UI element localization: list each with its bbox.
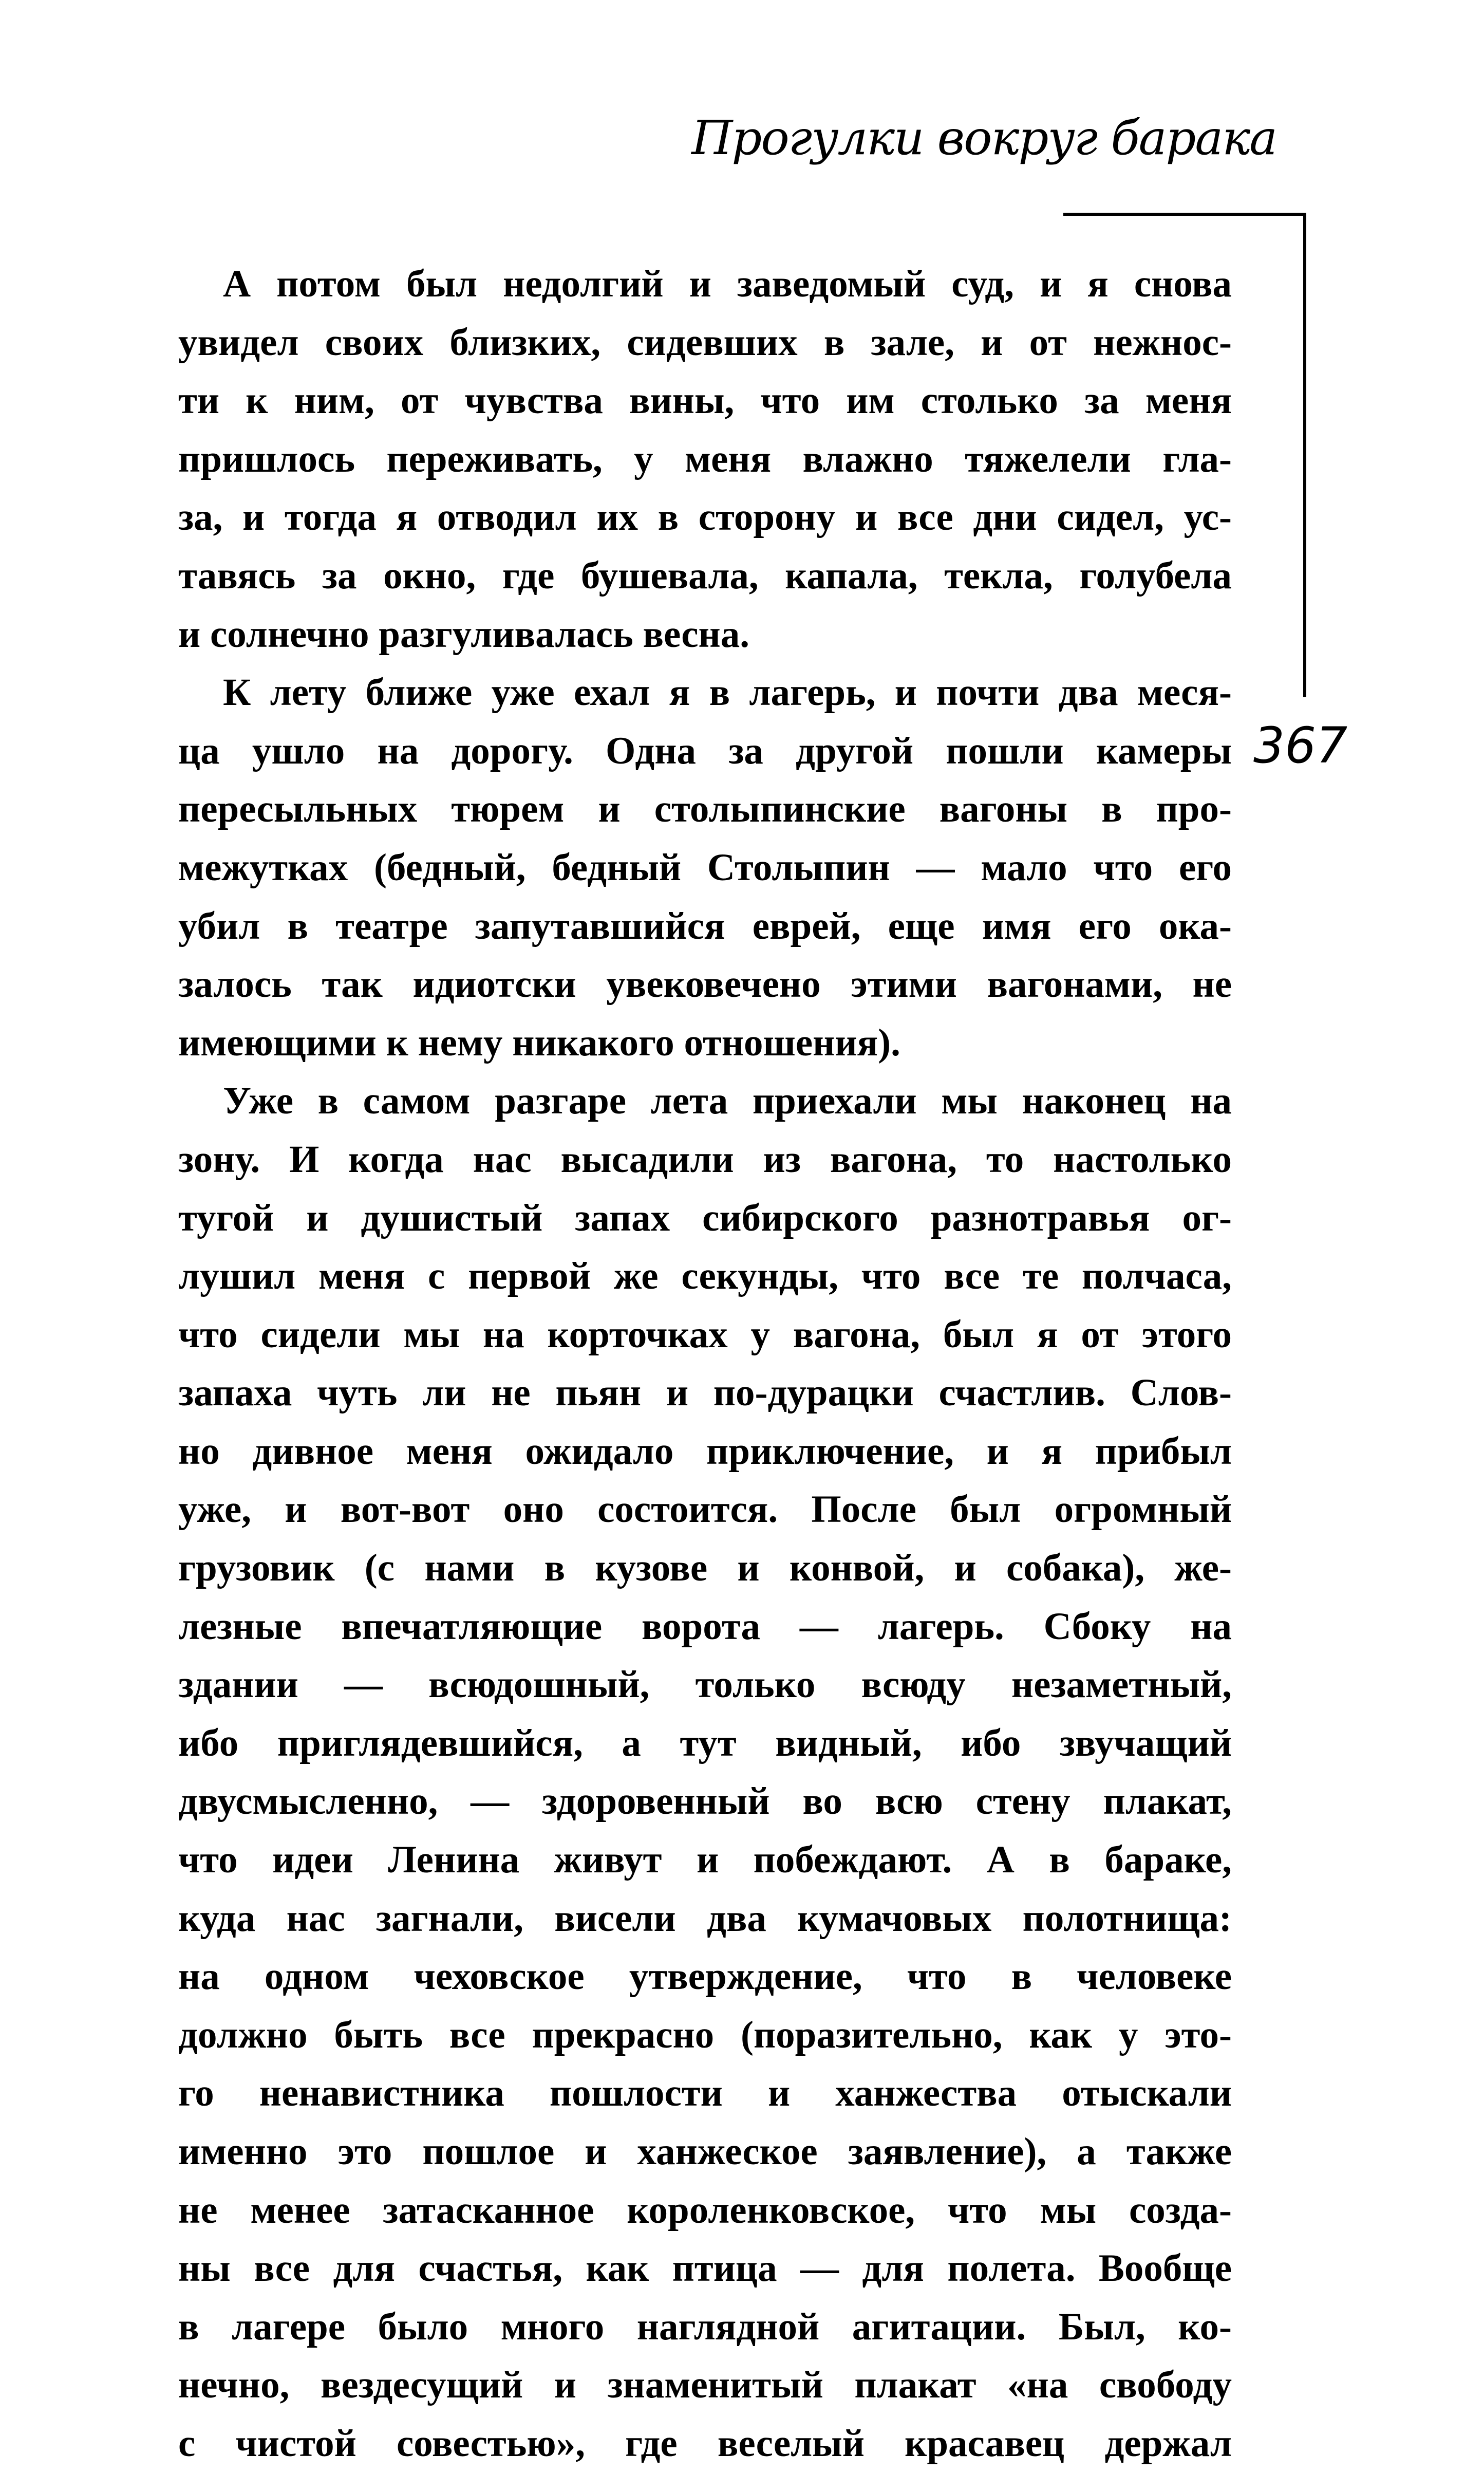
- text-line: за, и тогда я отводил их в сторону и все дни сидел, ус-: [178, 496, 1232, 539]
- text-line: ибо приглядевшийся, а тут видный, ибо звучащий: [178, 1721, 1232, 1764]
- text-line: межутках (бедный, бедный Столыпин — мало что его: [178, 846, 1232, 889]
- header-rule: [1063, 213, 1306, 216]
- text-line: и солнечно разгуливалась весна.: [178, 612, 749, 656]
- text-line: ны все для счастья, как птица — для полета. Вообще: [178, 2247, 1232, 2290]
- text-line: именно это пошлое и ханжеское заявление), а также: [178, 2130, 1232, 2173]
- text-line: должно быть все прекрасно (поразительно, как у это-: [178, 2013, 1232, 2056]
- text-line: тавясь за окно, где бушевала, капала, текла, голубела: [178, 554, 1232, 597]
- text-line: пересыльных тюрем и столыпинские вагоны в про-: [178, 788, 1232, 831]
- paragraph: [178, 1072, 1232, 2472]
- text-line: Уже в самом разгаре лета приехали мы наконец на: [223, 1080, 1232, 1123]
- text-line: убил в театре запутавшийся еврей, еще имя его ока-: [178, 904, 1232, 947]
- text-line: с чистой совестью», где веселый красавец держал: [178, 2422, 1232, 2465]
- text-line: двусмысленно, — здоровенный во всю стену плакат,: [178, 1780, 1232, 1823]
- text-line: не менее затасканное короленковское, что мы созда-: [178, 2188, 1232, 2232]
- text-line: что идеи Ленина живут и побеждают. А в бараке,: [178, 1838, 1232, 1882]
- text-line: запаха чуть ли не пьян и по-дурацки счастлив. Слов-: [178, 1371, 1232, 1415]
- text-line: лезные впечатляющие ворота — лагерь. Сбоку на: [178, 1605, 1232, 1648]
- text-line: в лагере было много наглядной агитации. Был, ко-: [178, 2305, 1232, 2348]
- text-line: на одном чеховское утверждение, что в человеке: [178, 1955, 1232, 1998]
- text-line: го ненавистника пошлости и ханжества отыскали: [178, 2072, 1232, 2115]
- text-line: грузовик (с нами в кузове и конвой, и собака), же-: [178, 1547, 1232, 1590]
- text-line: но дивное меня ожидало приключение, и я прибыл: [178, 1429, 1232, 1473]
- text-line: куда нас загнали, висели два кумачовых полотнища:: [178, 1896, 1232, 1940]
- running-title: Прогулки вокруг барака: [691, 110, 1276, 165]
- text-line: имеющими к нему никакого отношения).: [178, 1021, 900, 1064]
- text-line: пришлось переживать, у меня влажно тяжелели гла-: [178, 437, 1232, 480]
- margin-rule: [1303, 213, 1306, 697]
- text-line: что сидели мы на корточках у вагона, был я от этого: [178, 1313, 1232, 1356]
- text-line: нечно, вездесущий и знаменитый плакат «на свободу: [178, 2364, 1232, 2407]
- text-line: залось так идиотски увековечено этими вагонами, не: [178, 963, 1232, 1006]
- page-number: 367: [1253, 717, 1348, 774]
- body-text: [178, 255, 1232, 2473]
- text-line: тугой и душистый запах сибирского разнотравья ог-: [178, 1196, 1232, 1239]
- paragraph: [178, 255, 1232, 663]
- text-line: зону. И когда нас высадили из вагона, то настолько: [178, 1138, 1232, 1181]
- text-line: К лету ближе уже ехал я в лагерь, и почти два меся-: [223, 671, 1232, 714]
- paragraph: [178, 663, 1232, 1072]
- text-line: ти к ним, от чувства вины, что им столько за меня: [178, 379, 1232, 422]
- text-line: лушил меня с первой же секунды, что все те полчаса,: [178, 1255, 1232, 1298]
- text-line: увидел своих близких, сидевших в зале, и от нежнос-: [178, 321, 1232, 364]
- text-line: уже, и вот-вот оно состоится. После был огромный: [178, 1488, 1232, 1531]
- text-line: ца ушло на дорогу. Одна за другой пошли камеры: [178, 729, 1232, 772]
- text-line: здании — всюдошный, только всюду незаметный,: [178, 1663, 1232, 1706]
- text-line: А потом был недолгий и заведомый суд, и я снова: [223, 263, 1232, 305]
